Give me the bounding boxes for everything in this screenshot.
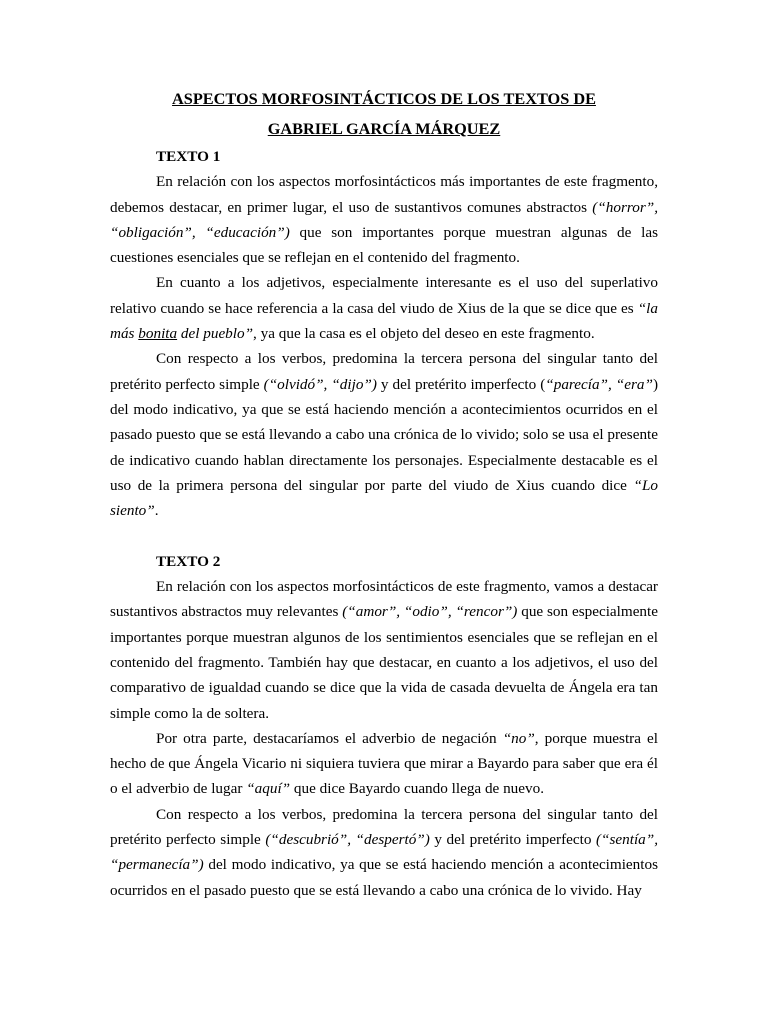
text-run: y del pretérito imperfecto ( [376,375,546,393]
text-run: que son importantes porque muestran algunas de las cuestiones esenciales que se reflejan en el contenido del fragmento. [110,223,659,267]
text-run: , ya que la casa es el objeto del deseo en este fragmento. [253,325,595,343]
quoted-examples: “parecía”, “era” [545,375,653,393]
quoted-example: “aquí” [246,780,291,798]
quoted-example: “no” [502,729,535,747]
quoted-examples: (“amor”, “odio”, “rencor”) [342,603,518,621]
underlined-word: bonita [138,325,178,343]
text-run: y del pretérito imperfecto [429,831,596,849]
document-page [110,84,658,903]
section-spacer [110,523,658,548]
text-run: del modo indicativo, ya que se está haciendo mención a acontecimientos ocurridos en el pasado puesto que se está llevando a cabo una crónica de lo vivido. Hay [110,856,658,899]
text-run: En relación con los aspectos morfosintácticos de este fragmento, vamos a destacar sustantivos abstractos muy relevantes [110,578,658,621]
texto2-paragraph-3 [110,802,658,903]
quoted-examples: (“descubrió”, “despertó”) [265,831,430,849]
texto1-paragraph-3 [110,346,658,523]
quoted-example: “Lo siento” [110,476,658,520]
quoted-examples: (“horror”, “obligación”, “educación”) [110,198,658,241]
text-run: Con respecto a los verbos, predomina la tercera persona del singular tanto del pretérito perfecto simple [110,805,658,849]
texto1-paragraph-1 [110,169,658,270]
quoted-example-part: del pueblo” [177,325,254,343]
texto2-paragraph-2 [110,726,658,802]
title-line-2: GABRIEL GARCÍA MÁRQUEZ [267,119,501,138]
quoted-examples: (“olvidó”, “dijo”) [263,375,377,393]
text-run: Con respecto a los verbos, predomina la tercera persona del singular tanto del pretérito perfecto simple [110,350,658,393]
text-run: Por otra parte, destacaríamos el adverbio de negación [156,729,503,747]
texto2-paragraph-1 [110,574,658,726]
quoted-example-part: “la más [110,299,658,343]
text-run: En relación con los aspectos morfosintácticos más importantes de este fragmento, debemos destacar, en primer lugar, el uso de sustantivos comunes abstractos [110,173,658,216]
text-run: En cuanto a los adjetivos, especialmente interesante es el uso del superlativo relativo cuando se hace referencia a la casa del viudo de Xius de la que se dice que es [110,274,658,317]
text-run: que dice Bayardo cuando llega de nuevo. [290,780,544,798]
section-heading-texto-2: TEXTO 2 [156,552,221,570]
title-line-1: ASPECTOS MORFOSINTÁCTICOS DE LOS TEXTOS DE [172,89,596,108]
texto1-paragraph-2 [110,270,658,346]
text-run: , porque muestra el hecho de que Ángela Vicario ni siquiera tuviera que mirar a Bayardo para saber que era él o el adverbio de lugar [110,729,658,798]
quoted-examples: (“sentía”, “permanecía”) [110,831,659,874]
text-run: ) del modo indicativo, ya que se está haciendo mención a acontecimientos ocurridos en el pasado puesto que se está llevando a cabo una crónica de lo vivido; solo se usa el presente de indicativo cuando hablan directamente los personajes. Especialmente destacable es el uso de la primera persona del singular por parte del viudo de Xius cuando dice [110,375,658,494]
document-title [110,84,658,144]
section-heading-texto-1: TEXTO 1 [156,148,221,165]
text-run: . [154,502,159,520]
text-run: que son especialmente importantes porque muestran algunos de los sentimientos esenciales que se reflejan en el contenido del fragmento. También hay que destacar, en cuanto a los adjetivos, el uso del comparativo de igualdad cuando se dice que la vida de casada devuelta de Ángela era tan simple como la de soltera. [110,603,658,722]
